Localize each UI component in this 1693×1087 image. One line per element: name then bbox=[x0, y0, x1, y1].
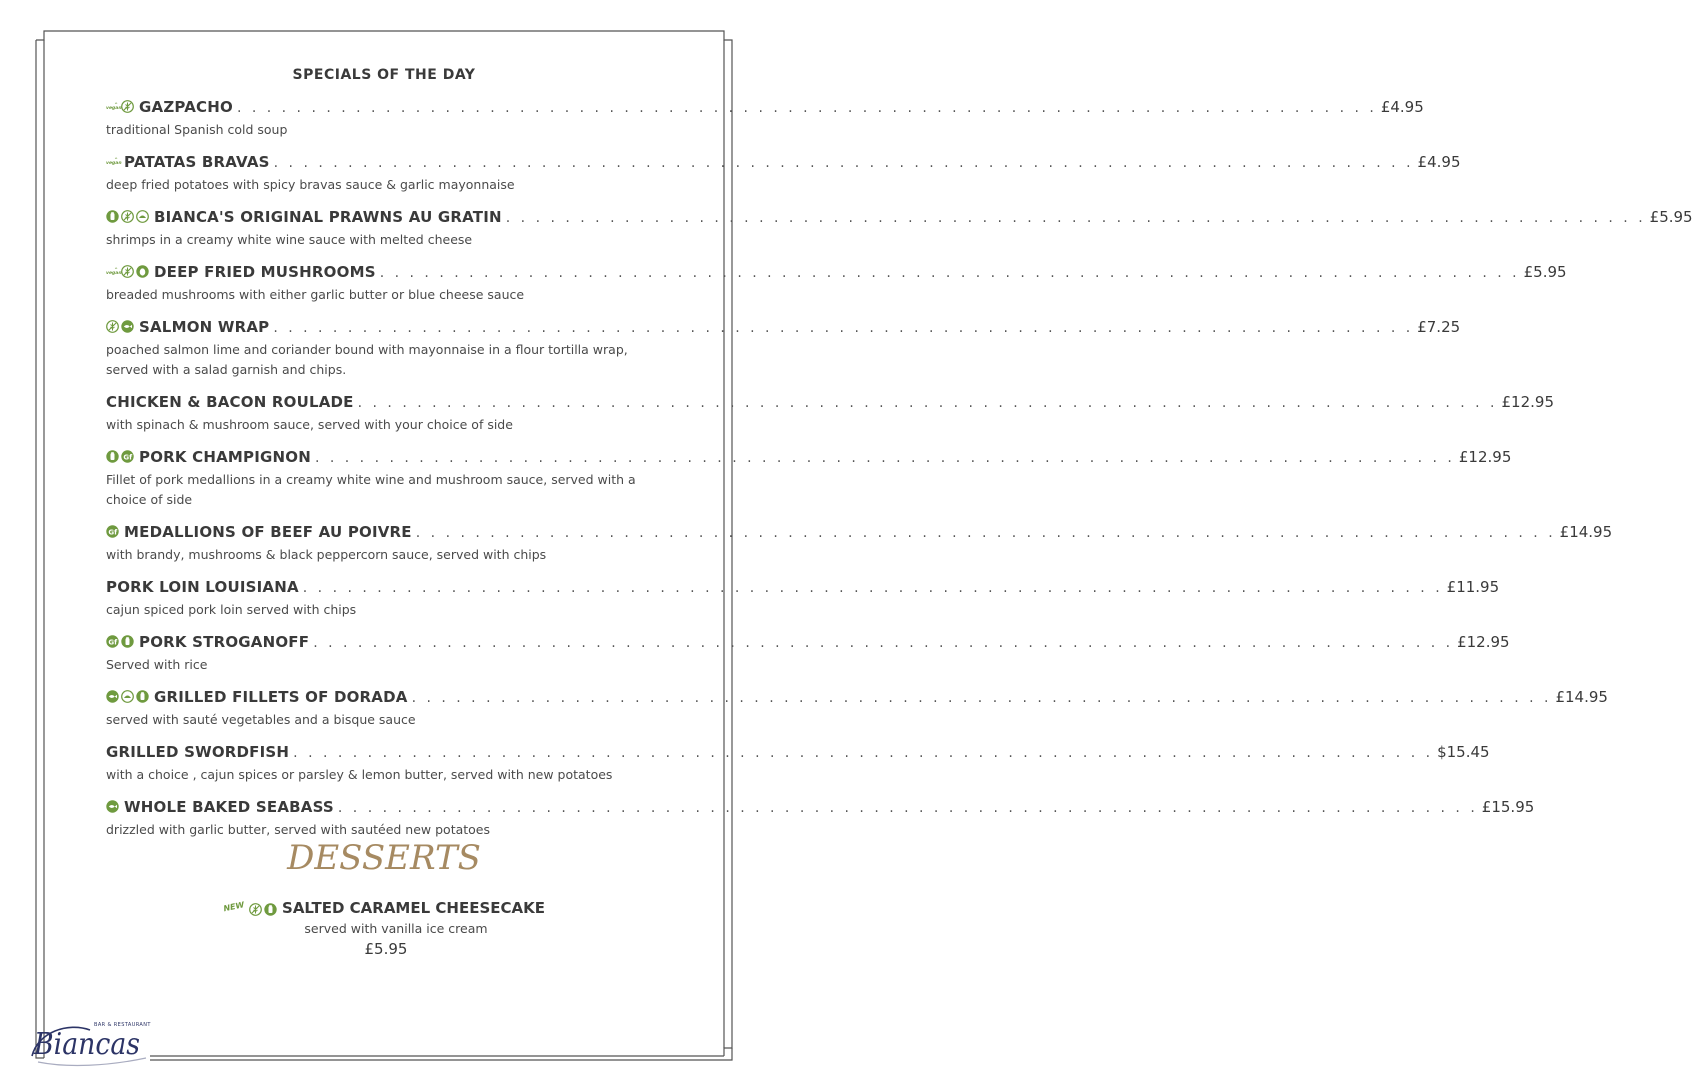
dietary-icons bbox=[106, 525, 121, 538]
menu-item-desc: drizzled with garlic butter, served with sautéed new potatoes bbox=[106, 822, 491, 837]
menu-item bbox=[106, 633, 1510, 675]
menu-item-line bbox=[106, 393, 1555, 415]
fish-icon bbox=[106, 690, 119, 703]
menu-item-desc: with spinach & mushroom sauce, served with your choice of side bbox=[106, 417, 513, 432]
menu-item-name: GRILLED FILLETS OF DORADA bbox=[154, 688, 408, 706]
menu-item-name: SALMON WRAP bbox=[139, 318, 270, 336]
menu-item-desc: with a choice , cajun spices or parsley & lemon butter, served with new potatoes bbox=[106, 767, 613, 782]
menu-item-desc: shrimps in a creamy white wine sauce with melted cheese bbox=[106, 232, 473, 247]
dot-leader: . . . . . . . . . . . . . . . . . . . . . . . . . . . . . . . . . . . . . . . . . . . . . . . . . . . . . . . . . . . . . . . . . . . . . . . . . . . . . bbox=[314, 450, 1455, 466]
svg-text:vegan: vegan bbox=[106, 270, 122, 276]
menu-item bbox=[106, 153, 1461, 195]
menu-item-name: GAZPACHO bbox=[139, 98, 233, 116]
svg-text:Biancas: Biancas bbox=[33, 1027, 140, 1062]
menu-item bbox=[106, 448, 1512, 510]
dot-leader: . . . . . . . . . . . . . . . . . . . . . . . . . . . . . . . . . . . . . . . . . . . . . . . . . . . . . . . . . . . . . . . . . . . . . . . . . . . . . bbox=[357, 395, 1498, 411]
menu-item-price: £12.95 bbox=[1457, 633, 1510, 651]
vegan-icon bbox=[106, 100, 122, 113]
menu-item-price: £4.95 bbox=[1417, 153, 1461, 171]
svg-text:BAR & RESTAURANT: BAR & RESTAURANT bbox=[94, 1022, 151, 1028]
menu-item-line bbox=[106, 98, 1424, 120]
dairy-icon bbox=[136, 690, 149, 703]
svg-text:Gf: Gf bbox=[108, 528, 118, 537]
dot-leader: . . . . . . . . . . . . . . . . . . . . . . . . . . . . . . . . . . . . . . . . . . . . . . . . . . . . . . . . . . . . . . . . . . . . . . . . . . . . . bbox=[505, 210, 1646, 226]
gluten-free-icon bbox=[121, 210, 134, 223]
shellfish-icon bbox=[121, 690, 134, 703]
menu-item-price: £12.95 bbox=[1458, 448, 1512, 466]
menu-item bbox=[106, 743, 1490, 785]
menu-item-desc: traditional Spanish cold soup bbox=[106, 122, 288, 137]
gluten-free-icon bbox=[106, 320, 119, 333]
menu-item-line bbox=[106, 798, 1535, 820]
gluten-free-icon bbox=[249, 903, 262, 916]
svg-text:Gf: Gf bbox=[108, 638, 118, 647]
dessert-icons bbox=[249, 903, 279, 916]
svg-text:NEW: NEW bbox=[222, 900, 246, 914]
menu-item-name: PORK LOIN LOUISIANA bbox=[106, 578, 299, 596]
menu-item-desc: with brandy, mushrooms & black peppercorn sauce, served with chips bbox=[106, 547, 547, 562]
vegan-icon bbox=[106, 265, 122, 278]
menu-item-name: BIANCA'S ORIGINAL PRAWNS AU GRATIN bbox=[154, 208, 502, 226]
menu-item-line bbox=[106, 208, 1693, 230]
menu-item-line bbox=[106, 743, 1490, 765]
menu-item-line bbox=[106, 153, 1461, 175]
dietary-icons bbox=[106, 320, 136, 333]
gf-icon bbox=[121, 450, 134, 463]
menu-item-price: £15.95 bbox=[1481, 798, 1535, 816]
menu-item-desc: poached salmon lime and coriander bound with mayonnaise in a flour tortilla wrap, served with a salad garnish and chips. bbox=[106, 342, 628, 377]
section-title: SPECIALS OF THE DAY bbox=[292, 67, 476, 83]
dessert-desc: served with vanilla ice cream bbox=[304, 921, 488, 936]
menu-item-desc: breaded mushrooms with either garlic butter or blue cheese sauce bbox=[106, 287, 525, 302]
menu-item-desc: deep fried potatoes with spicy bravas sauce & garlic mayonnaise bbox=[106, 177, 515, 192]
menu-item bbox=[106, 263, 1567, 305]
dairy-icon bbox=[264, 903, 277, 916]
menu-item-line bbox=[106, 633, 1510, 655]
dot-leader: . . . . . . . . . . . . . . . . . . . . . . . . . . . . . . . . . . . . . . . . . . . . . . . . . . . . . . . . . . . . . . . . . . . . . . . . . . . . . bbox=[293, 745, 1434, 761]
dot-leader: . . . . . . . . . . . . . . . . . . . . . . . . . . . . . . . . . . . . . . . . . . . . . . . . . . . . . . . . . . . . . . . . . . . . . . . . . . . . . bbox=[415, 525, 1556, 541]
menu-item-name: DEEP FRIED MUSHROOMS bbox=[154, 263, 376, 281]
menu-item-price: £5.95 bbox=[1649, 208, 1693, 226]
vegan-icon bbox=[106, 155, 122, 168]
menu-item bbox=[106, 393, 1555, 435]
fish-icon bbox=[106, 800, 119, 813]
dietary-icons bbox=[106, 635, 136, 648]
dot-leader: . . . . . . . . . . . . . . . . . . . . . . . . . . . . . . . . . . . . . . . . . . . . . . . . . . . . . . . . . . . . . . . . . . . . . . . . . . . . . bbox=[236, 100, 1377, 116]
menu-item-name: PATATAS BRAVAS bbox=[124, 153, 270, 171]
dessert-price: £5.95 bbox=[364, 940, 408, 958]
dot-leader: . . . . . . . . . . . . . . . . . . . . . . . . . . . . . . . . . . . . . . . . . . . . . . . . . . . . . . . . . . . . . . . . . . . . . . . . . . . . . bbox=[411, 690, 1552, 706]
menu-item-price: $15.45 bbox=[1437, 743, 1490, 761]
dietary-icons bbox=[106, 100, 136, 113]
menu-item-line bbox=[106, 688, 1608, 710]
gf-icon bbox=[106, 635, 119, 648]
menu-item bbox=[106, 98, 1424, 140]
menu-item-line bbox=[106, 448, 1512, 470]
menu-item bbox=[106, 798, 1535, 840]
menu-item-price: £11.95 bbox=[1446, 578, 1500, 596]
biancas-logo bbox=[28, 1012, 153, 1074]
dot-leader: . . . . . . . . . . . . . . . . . . . . . . . . . . . . . . . . . . . . . . . . . . . . . . . . . . . . . . . . . . . . . . . . . . . . . . . . . . . . . bbox=[337, 800, 1478, 816]
menu-item-desc: Served with rice bbox=[106, 657, 208, 672]
menu-item bbox=[106, 523, 1613, 565]
gluten-free-icon bbox=[121, 265, 134, 278]
menu-item-price: £14.95 bbox=[1555, 688, 1608, 706]
dietary-icons bbox=[106, 450, 136, 463]
menu-item-name: WHOLE BAKED SEABASS bbox=[124, 798, 334, 816]
menu-item-line bbox=[106, 578, 1500, 600]
dietary-icons bbox=[106, 800, 121, 813]
menu-item-price: £14.95 bbox=[1559, 523, 1613, 541]
menu-item bbox=[106, 688, 1608, 730]
desserts-title: DESSERTS bbox=[287, 838, 481, 878]
new-badge bbox=[223, 898, 247, 912]
menu-item-name: MEDALLIONS OF BEEF AU POIVRE bbox=[124, 523, 412, 541]
menu-item bbox=[106, 578, 1500, 620]
menu-item-name: PORK STROGANOFF bbox=[139, 633, 310, 651]
dot-leader: . . . . . . . . . . . . . . . . . . . . . . . . . . . . . . . . . . . . . . . . . . . . . . . . . . . . . . . . . . . . . . . . . . . . . . . . . . . . . bbox=[273, 320, 1414, 336]
menu-item-line bbox=[106, 263, 1567, 285]
dot-leader: . . . . . . . . . . . . . . . . . . . . . . . . . . . . . . . . . . . . . . . . . . . . . . . . . . . . . . . . . . . . . . . . . . . . . . . . . . . . . bbox=[273, 155, 1414, 171]
egg-icon bbox=[136, 265, 149, 278]
svg-text:Gf: Gf bbox=[123, 453, 133, 462]
menu-item-price: £5.95 bbox=[1523, 263, 1567, 281]
menu-item-name: CHICKEN & BACON ROULADE bbox=[106, 393, 354, 411]
dot-leader: . . . . . . . . . . . . . . . . . . . . . . . . . . . . . . . . . . . . . . . . . . . . . . . . . . . . . . . . . . . . . . . . . . . . . . . . . . . . . bbox=[302, 580, 1443, 596]
menu-item-name: GRILLED SWORDFISH bbox=[106, 743, 290, 761]
dot-leader: . . . . . . . . . . . . . . . . . . . . . . . . . . . . . . . . . . . . . . . . . . . . . . . . . . . . . . . . . . . . . . . . . . . . . . . . . . . . . bbox=[313, 635, 1454, 651]
menu-item-price: £4.95 bbox=[1380, 98, 1424, 116]
menu-item-desc: served with sauté vegetables and a bisque sauce bbox=[106, 712, 416, 727]
dairy-icon bbox=[106, 450, 119, 463]
dairy-icon bbox=[106, 210, 119, 223]
gf-icon bbox=[106, 525, 119, 538]
dessert-name: SALTED CARAMEL CHEESECAKE bbox=[282, 899, 545, 917]
dot-leader: . . . . . . . . . . . . . . . . . . . . . . . . . . . . . . . . . . . . . . . . . . . . . . . . . . . . . . . . . . . . . . . . . . . . . . . . . . . . . bbox=[379, 265, 1520, 281]
dietary-icons bbox=[106, 210, 151, 223]
menu-item bbox=[106, 208, 1693, 250]
fish-icon bbox=[121, 320, 134, 333]
dietary-icons bbox=[106, 690, 151, 703]
menu-item bbox=[106, 318, 1461, 380]
specials-list bbox=[106, 98, 1693, 853]
dietary-icons bbox=[106, 155, 121, 168]
menu-item-price: £12.95 bbox=[1501, 393, 1555, 411]
dairy-icon bbox=[121, 635, 134, 648]
svg-text:vegan: vegan bbox=[106, 105, 122, 111]
menu-item-line bbox=[106, 318, 1461, 340]
menu-item-name: PORK CHAMPIGNON bbox=[139, 448, 311, 466]
dietary-icons bbox=[106, 265, 151, 278]
menu-item-line bbox=[106, 523, 1613, 545]
menu-item-desc: Fillet of pork medallions in a creamy white wine and mushroom sauce, served with a choice of side bbox=[106, 472, 636, 507]
gluten-free-icon bbox=[121, 100, 134, 113]
dessert-line bbox=[223, 899, 545, 917]
menu-item-price: £7.25 bbox=[1417, 318, 1461, 336]
dessert-item bbox=[0, 897, 768, 958]
svg-text:vegan: vegan bbox=[106, 160, 122, 166]
shellfish-icon bbox=[136, 210, 149, 223]
menu-item-desc: cajun spiced pork loin served with chips bbox=[106, 602, 357, 617]
